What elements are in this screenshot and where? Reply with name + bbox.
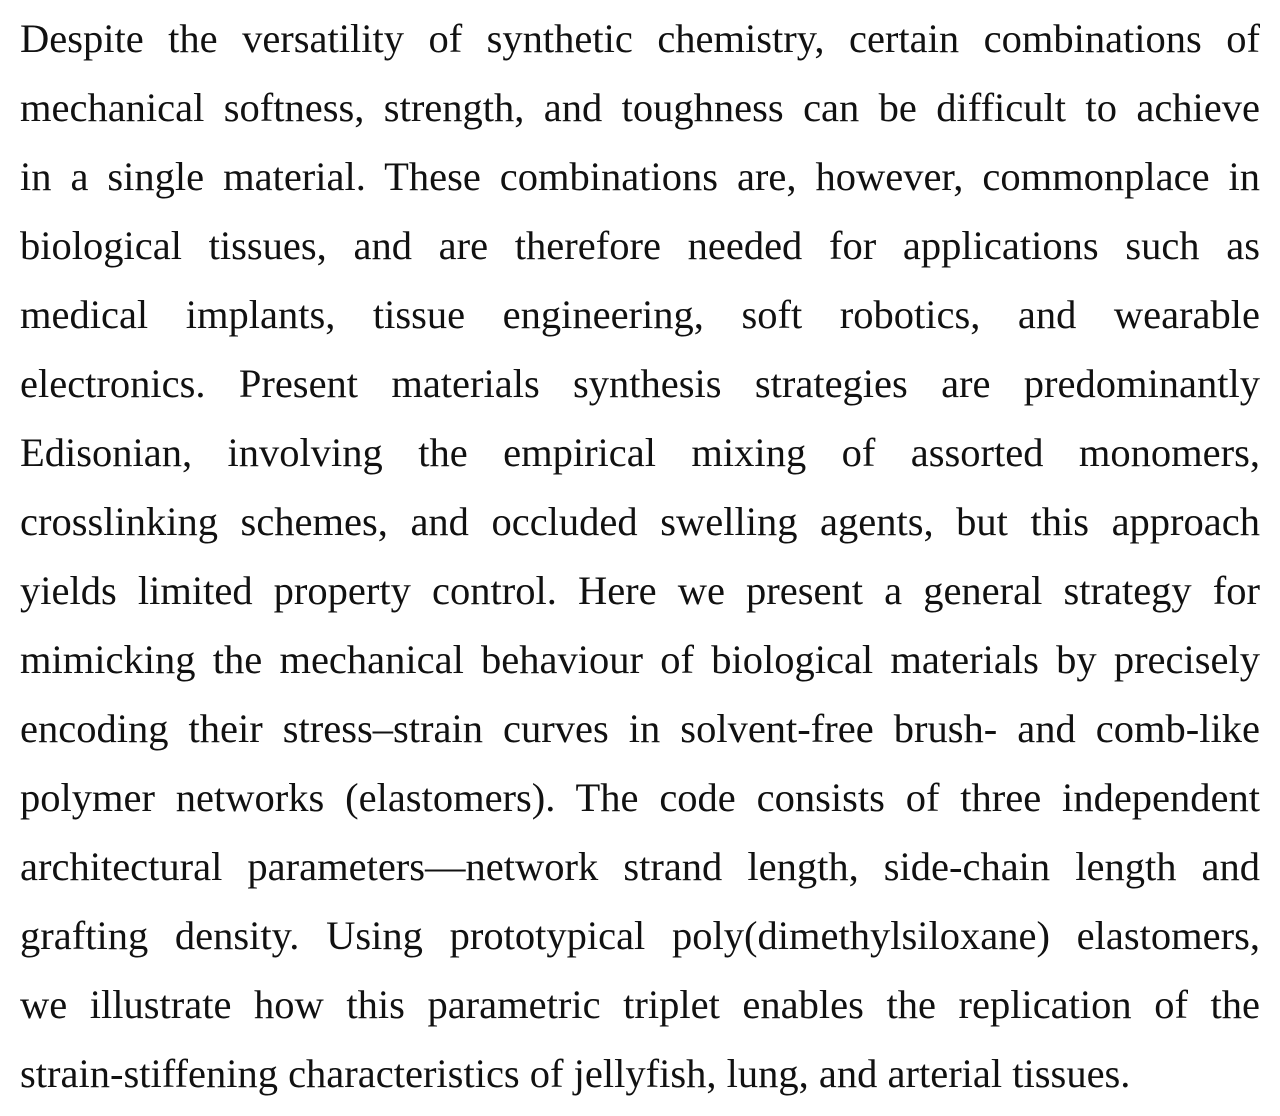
text-line-13: architectural parameters—network strand length, side-chain length and	[20, 844, 1260, 889]
text-line-6: electronics. Present materials synthesis strategies are predominantly	[20, 361, 1260, 406]
text-line-12: polymer networks (elastomers). The code consists of three independent	[20, 775, 1260, 820]
text-line-2: mechanical softness, strength, and toughness can be difficult to achieve	[20, 85, 1260, 130]
text-line-5: medical implants, tissue engineering, soft robotics, and wearable	[20, 292, 1260, 337]
text-line-4: biological tissues, and are therefore needed for applications such as	[20, 223, 1260, 268]
text-line-1: Despite the versatility of synthetic chemistry, certain combinations of	[20, 16, 1260, 61]
text-line-10: mimicking the mechanical behaviour of biological materials by precisely	[20, 637, 1260, 682]
text-line-11: encoding their stress–strain curves in solvent-free brush- and comb-like	[20, 706, 1260, 751]
text-line-16: strain-stiffening characteristics of jellyfish, lung, and arterial tissues.	[20, 1051, 1131, 1096]
text-line-15: we illustrate how this parametric triplet enables the replication of the	[20, 982, 1260, 1027]
text-line-9: yields limited property control. Here we present a general strategy for	[20, 568, 1260, 613]
abstract-paragraph	[20, 10, 1260, 1114]
text-line-8: crosslinking schemes, and occluded swelling agents, but this approach	[20, 499, 1260, 544]
text-line-3: in a single material. These combinations are, however, commonplace in	[20, 154, 1260, 199]
text-line-7: Edisonian, involving the empirical mixing of assorted monomers,	[20, 430, 1260, 475]
text-line-14: grafting density. Using prototypical poly(dimethylsiloxane) elastomers,	[20, 913, 1260, 958]
